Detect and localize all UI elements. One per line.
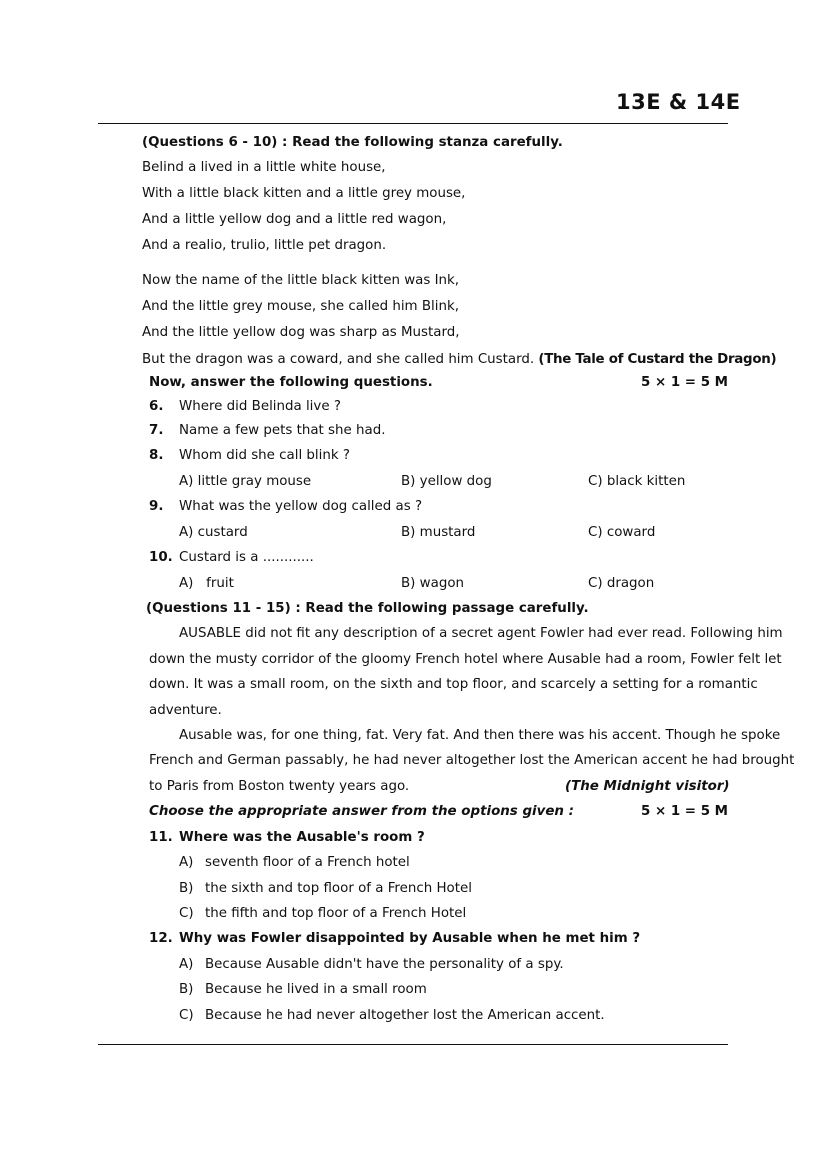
section1-heading: (Questions 6 - 10) : Read the following stanza carefully. bbox=[142, 135, 563, 150]
option-text: Because he had never altogether lost the American accent. bbox=[205, 1008, 605, 1023]
option-text: Because he lived in a small room bbox=[205, 982, 427, 997]
question-text: Why was Fowler disappointed by Ausable when he met him ? bbox=[179, 931, 641, 946]
passage-line: to Paris from Boston twenty years ago. bbox=[149, 779, 410, 794]
stanza-line: And a realio, trulio, little pet dragon. bbox=[142, 238, 387, 253]
option-letter: B) bbox=[179, 881, 194, 896]
option-letter: A) bbox=[179, 957, 194, 972]
question-number: 10. bbox=[149, 550, 173, 565]
question-text: Custard is a ............ bbox=[179, 550, 314, 565]
option: C) black kitten bbox=[588, 474, 686, 489]
section2-heading: (Questions 11 - 15) : Read the following passage carefully. bbox=[146, 601, 589, 616]
option-text: Because Ausable didn't have the personality of a spy. bbox=[205, 957, 564, 972]
passage-line: AUSABLE did not fit any description of a secret agent Fowler had ever read. Following him bbox=[179, 626, 783, 641]
passage-source: (The Midnight visitor) bbox=[565, 779, 730, 794]
option: C) coward bbox=[588, 525, 656, 540]
paper-code: 13E & 14E bbox=[616, 90, 741, 114]
stanza-line: And a little yellow dog and a little red wagon, bbox=[142, 212, 447, 227]
stanza-line-text: But the dragon was a coward, and she called him Custard. bbox=[142, 352, 535, 367]
header-rule bbox=[98, 123, 728, 124]
option-text: seventh floor of a French hotel bbox=[205, 855, 410, 870]
question-number: 9. bbox=[149, 499, 164, 514]
option-letter: C) bbox=[179, 906, 194, 921]
option-text: the fifth and top floor of a French Hotel bbox=[205, 906, 467, 921]
section1-instruction: Now, answer the following questions. bbox=[149, 375, 433, 390]
question-number: 12. bbox=[149, 931, 173, 946]
passage-line: adventure. bbox=[149, 703, 222, 718]
question-text: Name a few pets that she had. bbox=[179, 423, 386, 438]
option: B) wagon bbox=[401, 576, 465, 591]
option: A) fruit bbox=[179, 576, 234, 591]
question-number: 7. bbox=[149, 423, 164, 438]
option: C) dragon bbox=[588, 576, 655, 591]
question-number: 11. bbox=[149, 830, 173, 845]
section2-instruction: Choose the appropriate answer from the options given : bbox=[149, 804, 574, 819]
stanza-line bbox=[142, 352, 776, 367]
stanza-line: With a little black kitten and a little grey mouse, bbox=[142, 186, 466, 201]
stanza-line: Belind a lived in a little white house, bbox=[142, 160, 386, 175]
section1-marks: 5 × 1 = 5 M bbox=[640, 375, 728, 390]
question-text: Whom did she call blink ? bbox=[179, 448, 350, 463]
question-number: 8. bbox=[149, 448, 164, 463]
option-letter: C) bbox=[179, 1008, 194, 1023]
stanza-line: And the little yellow dog was sharp as Mustard, bbox=[142, 325, 460, 340]
question-text: Where did Belinda live ? bbox=[179, 399, 341, 414]
section2-marks: 5 × 1 = 5 M bbox=[640, 804, 728, 819]
option-text: the sixth and top floor of a French Hotel bbox=[205, 881, 472, 896]
option: B) yellow dog bbox=[401, 474, 492, 489]
poem-source: (The Tale of Custard the Dragon) bbox=[538, 352, 777, 367]
passage-line: down. It was a small room, on the sixth and top floor, and scarcely a setting for a romantic bbox=[149, 677, 758, 692]
question-number: 6. bbox=[149, 399, 164, 414]
question-text: What was the yellow dog called as ? bbox=[179, 499, 423, 514]
passage-line: French and German passably, he had never altogether lost the American accent he had brought bbox=[149, 753, 795, 768]
passage-line: Ausable was, for one thing, fat. Very fat. And then there was his accent. Though he spoke bbox=[179, 728, 781, 743]
stanza-line: Now the name of the little black kitten was Ink, bbox=[142, 273, 460, 288]
footer-rule bbox=[98, 1044, 728, 1045]
option-letter: A) bbox=[179, 855, 194, 870]
passage-line: down the musty corridor of the gloomy French hotel where Ausable had a room, Fowler felt let bbox=[149, 652, 782, 667]
option: A) little gray mouse bbox=[179, 474, 312, 489]
stanza-line: And the little grey mouse, she called him Blink, bbox=[142, 299, 459, 314]
question-text: Where was the Ausable's room ? bbox=[179, 830, 425, 845]
option-letter: B) bbox=[179, 982, 194, 997]
option: B) mustard bbox=[401, 525, 476, 540]
option: A) custard bbox=[179, 525, 248, 540]
